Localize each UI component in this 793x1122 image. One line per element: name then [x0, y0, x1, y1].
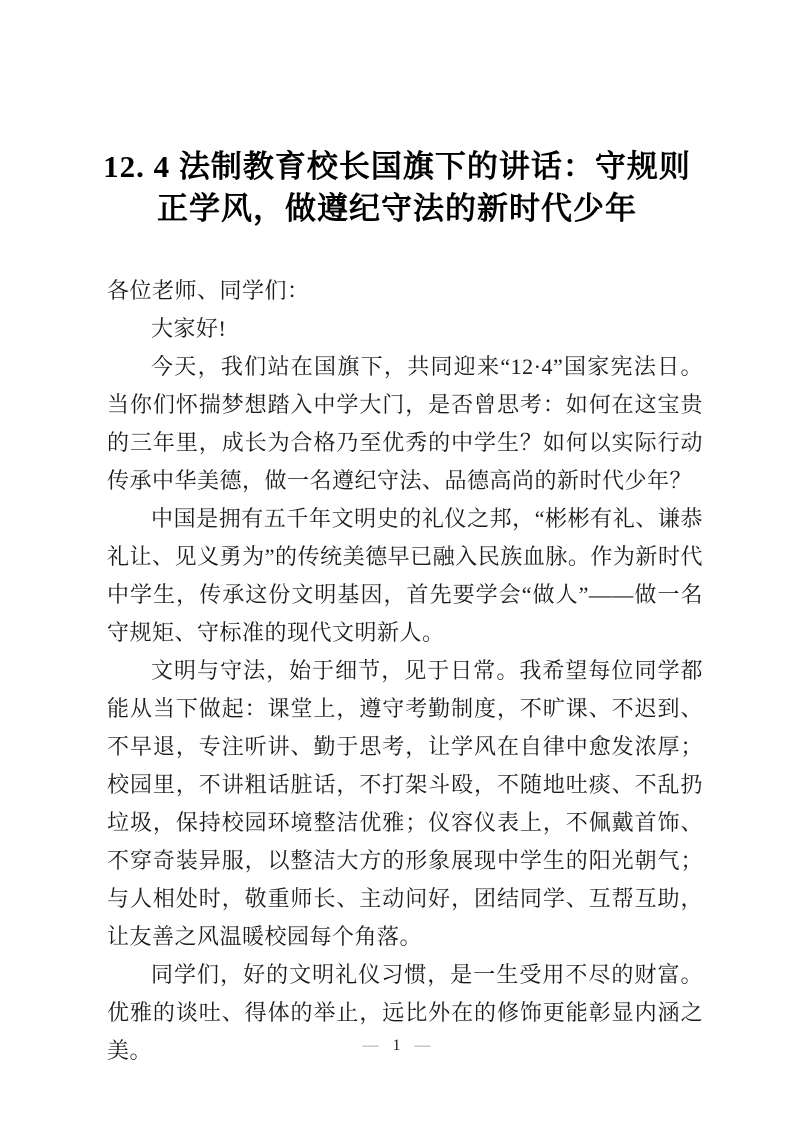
footer-right-dash: —: [414, 1037, 431, 1054]
title-line-2: 正学风，做遵纪守法的新时代少年: [157, 191, 637, 226]
greeting-paragraph: 大家好!: [151, 316, 227, 341]
document-body: [107, 272, 703, 1070]
page-number: 1: [392, 1037, 401, 1054]
body-paragraph: 文明与守法，始于细节，见于日常。我希望每位同学都能从当下做起：课堂上，遵守考勤制度，不旷课、不迟到、不早退，专注听讲、勤于思考，让学风在自律中愈发浓厚；校园里，不讲粗话脏话，不打架斗殴，不随地吐痰、不乱扔垃圾，保持校园环境整洁优雅；仪容仪表上，不佩戴首饰、不穿奇装异服，以整洁大方的形象展现中学生的阳光朝气；与人相处时，敬重师长、主动问好，团结同学、互帮互助，让友善之风温暖校园每个角落。: [107, 658, 703, 949]
body-paragraph: 同学们，好的文明礼仪习惯，是一生受用不尽的财富。优雅的谈吐、得体的举止，远比外在的修饰更能彰显内涵之美。: [107, 962, 703, 1063]
salutation-paragraph: 各位老师、同学们：: [107, 278, 310, 303]
title-line-1: 12. 4 法制教育校长国旗下的讲话：守规则: [103, 149, 691, 184]
body-paragraph: 中国是拥有五千年文明史的礼仪之邦，“彬彬有礼、谦恭礼让、见义勇为”的传统美德早已融入民族血脉。作为新时代中学生，传承这份文明基因，首先要学会“做人”——做一名守规矩、守标准的现代文明新人。: [107, 506, 703, 645]
body-paragraph: 今天，我们站在国旗下，共同迎来“12·4”国家宪法日。当你们怀揣梦想踏入中学大门，是否曾思考：如何在这宝贵的三年里，成长为合格乃至优秀的中学生？如何以实际行动传承中华美德，做一名遵纪守法、品德高尚的新时代少年？: [107, 354, 703, 493]
footer-left-dash: —: [362, 1037, 379, 1054]
page-footer: [0, 1035, 793, 1057]
document-title: [99, 146, 695, 230]
